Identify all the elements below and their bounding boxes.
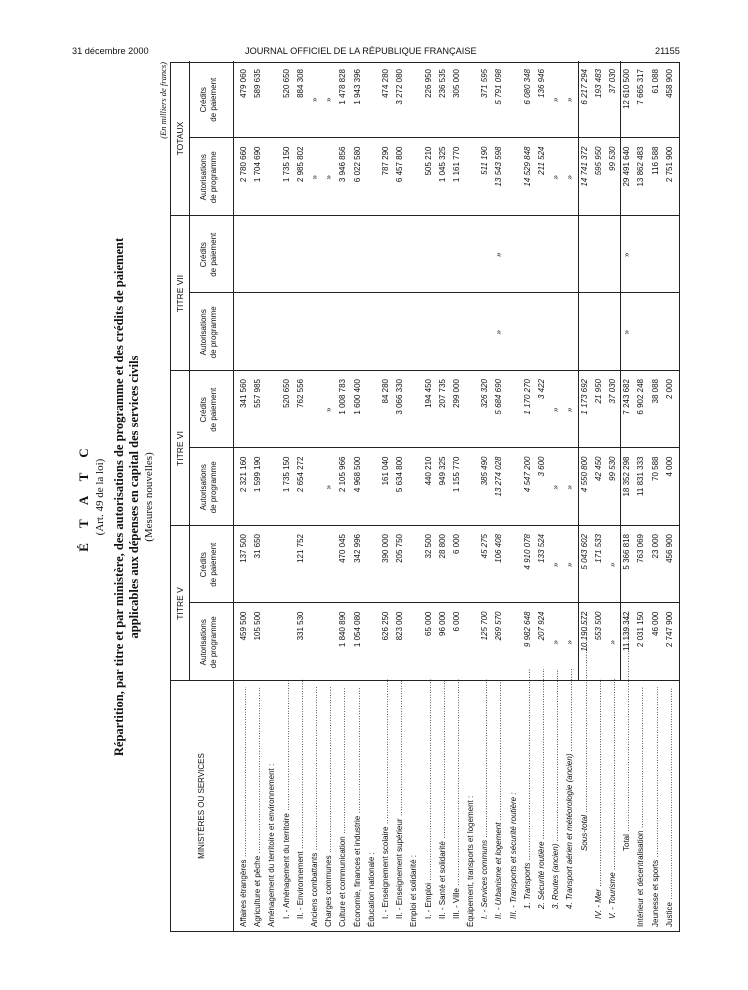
table-cell: » xyxy=(324,97,334,102)
column-header-line: Crédits xyxy=(199,552,208,578)
table-cell: 136 946 xyxy=(537,69,547,98)
table-cell: 23 000 xyxy=(650,534,660,559)
table-cell: » xyxy=(565,97,575,102)
table-cell: » xyxy=(494,252,504,257)
table-cell: 884 308 xyxy=(295,69,305,98)
table-cell: » xyxy=(324,485,334,490)
table-cell: » xyxy=(565,640,575,645)
row-label: Équipement, transports et logement : xyxy=(466,795,476,927)
table-cell: 2 105 966 xyxy=(338,456,348,493)
table-cell: 299 000 xyxy=(451,379,461,408)
row-label: Total ..... xyxy=(621,611,633,851)
column-header-line: de paiement xyxy=(209,542,218,587)
row-label: Affaires étrangères ..... xyxy=(238,687,250,927)
table-cell: 99 530 xyxy=(608,146,618,171)
table-cell: 13 274 028 xyxy=(494,456,504,497)
row-label: 1. Transports ..... xyxy=(522,669,534,909)
column-header-line: de paiement xyxy=(209,77,218,122)
row-label: Sous-total ..... xyxy=(579,611,591,851)
table-cell: » xyxy=(324,175,334,180)
table-cell: 1 478 828 xyxy=(338,69,348,105)
table-cell: 226 950 xyxy=(423,69,433,98)
table-cell: 390 000 xyxy=(380,534,390,563)
table-cell: 520 650 xyxy=(281,69,291,98)
row-label: I. - Enseignement scolaire ..... xyxy=(380,679,392,919)
row-label: Charges communes ..... xyxy=(323,687,335,927)
table-cell: 557 985 xyxy=(253,379,263,408)
row-label: I. - Aménagement du territoire ..... xyxy=(281,679,293,919)
table-cell: » xyxy=(551,562,561,567)
etat-title: É T A T C xyxy=(76,442,91,552)
table-cell: 1 600 400 xyxy=(352,379,362,415)
table-cell: » xyxy=(622,330,632,335)
column-header-line: Crédits xyxy=(199,87,208,113)
table-cell: 171 533 xyxy=(593,534,603,563)
column-divider xyxy=(189,293,679,294)
row-label: II. - Enseignement supérieur ..... xyxy=(394,679,406,919)
table-cell: 207 735 xyxy=(437,379,447,408)
table-cell: 207 924 xyxy=(537,611,547,641)
table-cell: 236 535 xyxy=(437,69,447,98)
unit-note: (En milliers de francs) xyxy=(158,62,168,139)
table-cell: 105 500 xyxy=(253,611,263,641)
table-cell: 6 902 248 xyxy=(636,379,646,415)
table-cell: 3 272 080 xyxy=(395,69,405,105)
row-label: II. - Urbanisme et logement ..... xyxy=(493,679,505,919)
table-cell: 31 650 xyxy=(253,534,263,559)
table-cell: 511 190 xyxy=(480,146,490,175)
table-cell: 14 741 372 xyxy=(579,146,589,187)
table-cell: 193 483 xyxy=(593,69,603,98)
credits-table xyxy=(170,62,680,932)
table-title-line2: applicables aux dépenses en capital des services civils xyxy=(127,355,141,639)
column-header-line: de paiement xyxy=(209,232,218,277)
table-cell: 1 008 783 xyxy=(338,379,348,415)
column-header-autorisations xyxy=(199,604,219,682)
table-cell: 21 950 xyxy=(593,379,603,404)
table-cell: 385 490 xyxy=(480,456,490,486)
table-cell: 458 900 xyxy=(664,69,674,98)
table-cell: 194 450 xyxy=(423,379,433,408)
row-label: III. - Transports et sécurité routière : xyxy=(508,792,518,919)
table-cell: 1 735 150 xyxy=(281,456,291,493)
table-cell: 456 900 xyxy=(664,534,674,563)
row-label: II. - Santé et solidarité ..... xyxy=(437,679,449,919)
table-cell: 4 547 200 xyxy=(522,456,532,493)
group-header-titre-vi: TITRE VI xyxy=(175,431,185,466)
table-cell: » xyxy=(608,640,618,645)
table-cell: 7 665 317 xyxy=(636,69,646,105)
table-cell: 1 735 150 xyxy=(281,146,291,183)
table-cell: 28 800 xyxy=(437,534,447,559)
table-cell: » xyxy=(324,407,334,412)
table-cell: » xyxy=(565,562,575,567)
table-cell: 45 275 xyxy=(480,534,490,559)
header-journal-title: JOURNAL OFFICIEL DE LA RÉPUBLIQUE FRANÇAISE xyxy=(245,46,477,56)
table-cell: 3 600 xyxy=(537,456,547,477)
table-cell: 29 491 640 xyxy=(622,146,632,187)
table-cell: 2 751 900 xyxy=(664,146,674,183)
table-cell: » xyxy=(608,562,618,567)
column-header-line: de programme xyxy=(209,306,218,359)
table-cell: 37 030 xyxy=(608,69,618,94)
subtotal-rule xyxy=(578,61,579,681)
table-cell: 11 831 333 xyxy=(636,456,646,496)
table-cell: 331 530 xyxy=(295,611,305,641)
table-cell: 65 000 xyxy=(423,611,433,636)
row-label: 2. Sécurité routière ..... xyxy=(536,669,548,909)
row-label: Économie, finances et industrie ..... xyxy=(352,687,364,927)
table-cell: 1 840 890 xyxy=(338,611,348,648)
column-header-ministeres: MINISTÈRES OU SERVICES xyxy=(197,753,206,859)
column-divider xyxy=(171,370,679,371)
row-label: III. - Ville ..... xyxy=(451,679,463,919)
table-cell: » xyxy=(551,175,561,180)
table-cell: 84 280 xyxy=(380,379,390,404)
table-cell: 341 560 xyxy=(239,379,248,408)
table-cell: 4 968 500 xyxy=(352,456,362,493)
row-label: II. - Environnement ..... xyxy=(295,679,307,919)
table-cell: 787 290 xyxy=(380,146,390,176)
table-cell: » xyxy=(565,175,575,180)
column-header-line: Autorisations xyxy=(199,464,208,511)
table-cell: 61 088 xyxy=(650,69,660,94)
row-label: Jeunesse et sports ..... xyxy=(650,687,662,927)
header-divider xyxy=(233,61,234,931)
table-cell: 137 500 xyxy=(239,534,248,563)
table-title-line1: Répartition, par titre et par ministère, des autorisations de programme et des crédits de paiement xyxy=(112,237,126,757)
table-cell: 3 422 xyxy=(537,379,547,400)
table-cell: 6 000 xyxy=(451,611,461,632)
article-reference: (Art. 49 de la loi) xyxy=(94,458,106,536)
row-label: Culture et communication ..... xyxy=(337,687,349,927)
table-cell: 11 139 342 xyxy=(622,611,632,651)
table-cell: 161 040 xyxy=(380,456,390,486)
table-cell: 1 170 270 xyxy=(522,379,532,415)
table-cell: 205 750 xyxy=(395,534,405,563)
header-page-number: 21155 xyxy=(655,46,680,56)
table-cell: 211 524 xyxy=(537,146,547,175)
table-cell: 46 000 xyxy=(650,611,660,636)
column-header-credits xyxy=(199,526,219,604)
table-cell: 823 000 xyxy=(395,611,405,641)
subtotal-rule xyxy=(620,61,621,681)
row-label: 3. Routes (ancien) ..... xyxy=(550,669,562,909)
table-cell: 6 217 294 xyxy=(579,69,589,105)
row-label: Justice ..... xyxy=(664,687,676,927)
table-cell: 1 599 190 xyxy=(253,456,263,493)
table-cell: 371 595 xyxy=(480,69,490,98)
table-cell: 342 996 xyxy=(352,534,362,563)
table-cell: 14 529 848 xyxy=(522,146,532,187)
row-label: Agriculture et pêche ..... xyxy=(252,687,264,927)
table-cell: » xyxy=(551,485,561,490)
row-label: V. - Tourisme ..... xyxy=(607,679,619,919)
column-header-line: de programme xyxy=(209,616,218,669)
table-cell: 474 280 xyxy=(380,69,390,98)
table-cell: 2 780 660 xyxy=(239,146,248,183)
table-cell: 505 210 xyxy=(423,146,433,176)
table-cell: 1 054 080 xyxy=(352,611,362,648)
table-cell: 626 250 xyxy=(380,611,390,641)
table-cell: » xyxy=(551,97,561,102)
column-header-line: Crédits xyxy=(199,397,208,423)
table-cell: 10 190 572 xyxy=(579,611,589,652)
group-header-divider xyxy=(189,61,190,681)
table-cell: 5 684 690 xyxy=(494,379,504,415)
group-header-titre-vii: TITRE VII xyxy=(175,274,185,313)
table-cell: 459 500 xyxy=(239,611,248,641)
table-cell: 5 366 818 xyxy=(622,534,632,570)
rotated-table-block xyxy=(72,62,682,932)
table-cell: 9 982 648 xyxy=(522,611,532,648)
table-cell: 5 791 098 xyxy=(494,69,504,105)
table-cell: » xyxy=(565,407,575,412)
table-cell: 2 321 160 xyxy=(239,456,248,493)
table-cell: » xyxy=(309,97,319,102)
table-cell: 2 985 802 xyxy=(295,146,305,183)
group-header-titre-v: TITRE V xyxy=(175,587,185,620)
table-cell: 949 325 xyxy=(437,456,447,486)
table-cell: 121 752 xyxy=(295,534,305,563)
table-cell: 1 045 325 xyxy=(437,146,447,183)
table-cell: 18 352 298 xyxy=(622,456,632,497)
table-cell: » xyxy=(622,252,632,257)
column-header-autorisations xyxy=(199,294,219,372)
header-date: 31 décembre 2000 xyxy=(72,46,149,56)
table-cell: 520 650 xyxy=(281,379,291,408)
table-cell: 4 910 078 xyxy=(522,534,532,570)
row-label: Emploi et solidarité : xyxy=(409,854,419,927)
table-cell: 5 043 602 xyxy=(579,534,589,570)
table-subtitle: (Mesures nouvelles) xyxy=(143,452,155,542)
table-cell: 2 654 272 xyxy=(295,456,305,493)
table-cell: 13 543 598 xyxy=(494,146,504,187)
table-cell: » xyxy=(551,407,561,412)
table-cell: 479 060 xyxy=(239,69,248,98)
column-header-line: Crédits xyxy=(199,242,208,268)
table-cell: 125 700 xyxy=(480,611,490,641)
table-cell: 96 000 xyxy=(437,611,447,636)
row-label: Intérieur et décentralisation ..... xyxy=(635,687,647,927)
column-header-line: de programme xyxy=(209,461,218,514)
row-label: Aménagement du territoire et environnement : xyxy=(267,763,277,927)
column-header-credits xyxy=(199,371,219,449)
table-cell: 589 635 xyxy=(253,69,263,98)
table-cell: 2 000 xyxy=(664,379,674,400)
row-label: I. - Services communs ..... xyxy=(479,679,491,919)
row-label: Éducation nationale : xyxy=(366,852,376,927)
table-cell: 1 704 690 xyxy=(253,146,263,183)
table-cell: 6 022 580 xyxy=(352,146,362,183)
table-cell: » xyxy=(494,330,504,335)
table-cell: 5 634 800 xyxy=(395,456,405,493)
table-cell: 1 161 770 xyxy=(451,146,461,183)
table-cell: 6 000 xyxy=(451,534,461,555)
table-cell: 12 610 500 xyxy=(622,69,632,110)
table-cell: 6 080 348 xyxy=(522,69,532,105)
table-cell: 595 950 xyxy=(593,146,603,176)
table-cell: 38 088 xyxy=(650,379,660,404)
table-cell: » xyxy=(551,640,561,645)
table-cell: 13 862 483 xyxy=(636,146,646,187)
table-cell: 42 450 xyxy=(593,456,603,481)
column-header-autorisations xyxy=(199,449,219,527)
table-cell: 763 069 xyxy=(636,534,646,563)
row-label: IV. - Mer ..... xyxy=(593,679,605,919)
column-header-line: Autorisations xyxy=(199,154,208,201)
row-label: Anciens combattants ..... xyxy=(309,687,321,927)
column-header-line: Autorisations xyxy=(199,309,208,356)
table-cell: 37 030 xyxy=(608,379,618,404)
table-cell: 269 570 xyxy=(494,611,504,641)
table-cell: 762 556 xyxy=(295,379,305,408)
table-cell: 70 588 xyxy=(650,456,660,481)
table-cell: 470 045 xyxy=(338,534,348,563)
table-cell: 1 155 770 xyxy=(451,456,461,493)
table-cell: 1 943 396 xyxy=(352,69,362,105)
table-cell: » xyxy=(565,485,575,490)
table-cell: 4 000 xyxy=(664,456,674,477)
table-cell: 4 550 800 xyxy=(579,456,589,493)
column-header-line: de paiement xyxy=(209,387,218,432)
column-header-line: Autorisations xyxy=(199,619,208,666)
table-cell: 326 320 xyxy=(480,379,490,408)
row-label: I. - Emploi ..... xyxy=(423,679,435,919)
table-cell: 99 530 xyxy=(608,456,618,481)
table-cell: 1 173 692 xyxy=(579,379,589,415)
row-label: 4. Transport aérien et météorologie (ancien) ..... xyxy=(564,669,576,909)
table-cell: » xyxy=(309,175,319,180)
table-cell: 553 500 xyxy=(593,611,603,641)
column-header-credits xyxy=(199,216,219,294)
group-header-totaux: TOTAUX xyxy=(175,121,185,156)
table-cell: 6 457 800 xyxy=(395,146,405,183)
table-cell: 106 408 xyxy=(494,534,504,563)
table-cell: 133 524 xyxy=(537,534,547,563)
table-cell: 305 000 xyxy=(451,69,461,98)
table-cell: 2 031 150 xyxy=(636,611,646,648)
column-header-autorisations xyxy=(199,139,219,217)
table-cell: 116 588 xyxy=(650,146,660,175)
column-header-credits xyxy=(199,61,219,139)
table-cell: 2 747 900 xyxy=(664,611,674,648)
table-cell: 440 210 xyxy=(423,456,433,486)
table-cell: 32 500 xyxy=(423,534,433,559)
table-cell: 3 066 330 xyxy=(395,379,405,415)
column-header-line: de programme xyxy=(209,151,218,204)
table-cell: 7 243 682 xyxy=(622,379,632,415)
table-cell: 3 946 856 xyxy=(338,146,348,183)
